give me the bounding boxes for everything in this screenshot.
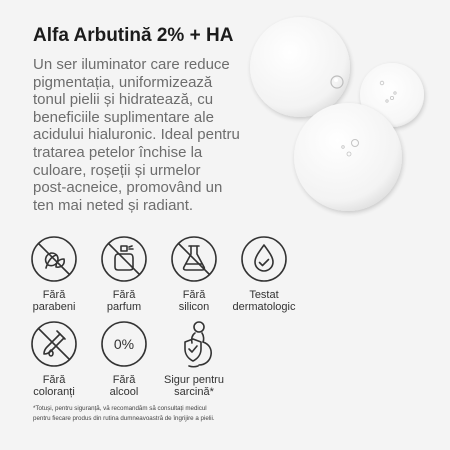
description-line: post-acneice, promovând un	[33, 179, 223, 197]
pregnancy-safe-shield-icon	[169, 319, 219, 369]
badge-label-line: parabeni	[32, 301, 76, 313]
badge-label	[224, 289, 304, 313]
badge-label-line: Sigur pentru	[164, 374, 224, 386]
no-perfume-bottle-icon	[99, 234, 149, 284]
dermatologically-tested-drop-icon	[239, 234, 289, 284]
badge-label	[84, 374, 164, 398]
badge-label-line: silicon	[178, 301, 210, 313]
badge-label-line: dermatologic	[232, 301, 296, 313]
badge-label-line: Fără	[112, 289, 136, 301]
description-line: beneficiile suplimentare ale	[33, 108, 214, 126]
badge-no-parabens	[14, 234, 94, 313]
footnote	[33, 404, 215, 424]
badge-no-silicone	[154, 234, 234, 313]
description-line: pigmentația, uniformizează	[33, 73, 213, 91]
product-description	[33, 56, 303, 214]
badge-dermatologically-tested	[224, 234, 304, 313]
footnote-line: *Totuși, pentru siguranță, vă recomandăm să consultați medicul	[33, 405, 207, 412]
badge-label-line: coloranți	[33, 386, 75, 398]
badge-label-line: alcool	[109, 386, 139, 398]
badge-label-line: sarcină*	[174, 386, 214, 398]
badge-label	[14, 374, 94, 398]
badge-no-perfume	[84, 234, 164, 313]
badge-label-line: parfum	[106, 301, 142, 313]
no-parabens-leaf-icon	[29, 234, 79, 284]
badge-label-line: Fără	[112, 374, 136, 386]
no-silicone-flask-icon	[169, 234, 219, 284]
zero-alcohol-icon	[99, 319, 149, 369]
description-line: tratarea petelor închise la	[33, 143, 203, 161]
badge-label-line: Testat	[249, 289, 279, 301]
badge-label-line: Fără	[42, 289, 66, 301]
description-line: ten mai neted și radiant.	[33, 196, 194, 214]
badge-label	[84, 289, 164, 313]
description-line: culoare, roșeții și urmelor	[33, 161, 201, 179]
badge-label-line: Fără	[42, 374, 66, 386]
badge-label	[14, 289, 94, 313]
badge-pregnancy-safe	[154, 319, 234, 398]
badge-label	[154, 289, 234, 313]
badge-no-colorants	[14, 319, 94, 398]
product-title: Alfa Arbutină 2% + HA	[33, 25, 234, 46]
no-colorants-dropper-icon	[29, 319, 79, 369]
badge-label-line: Fără	[182, 289, 206, 301]
description-line: acidului hialuronic. Ideal pentru	[33, 126, 240, 144]
badge-no-alcohol	[84, 319, 164, 398]
badge-label	[154, 374, 234, 398]
zero-percent-glyph: 0%	[113, 336, 135, 352]
footnote-line: pentru fiecare produs din rutina dumneavoastră de îngrijire a pielii.	[33, 415, 215, 422]
description-line: tonul pielii și hidratează, cu	[33, 91, 214, 109]
description-line: Un ser iluminator care reduce	[33, 56, 230, 73]
